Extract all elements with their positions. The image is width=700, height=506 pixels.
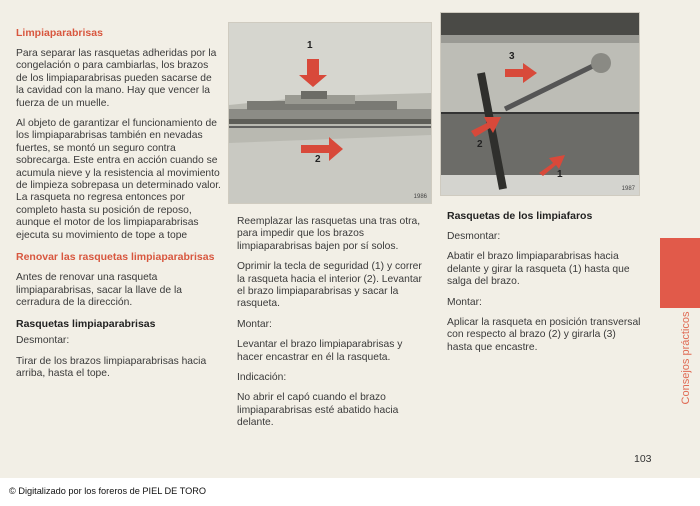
subheading-wiper-blades: Rasquetas limpiaparabrisas (16, 318, 156, 331)
callout-1: 1 (307, 40, 313, 51)
callout-2: 2 (315, 154, 321, 165)
paragraph-apply-blade: Aplicar la rasqueta en posición transversal con respecto al brazo (2) y girarla (3) hasta que encastre. (447, 317, 641, 353)
figure-number: 1986 (413, 194, 427, 200)
section-tab-marker (660, 238, 700, 308)
paragraph-install-blade: Levantar el brazo limpiaparabrisas y hacer encastrar en él la rasqueta. (237, 339, 403, 363)
callout-3: 3 (509, 51, 515, 62)
label-install: Montar: (447, 296, 482, 308)
copyright-text: © Digitalizado por los foreros de PIEL DE TORO (9, 486, 207, 496)
column-right (447, 209, 641, 354)
figure-number: 1987 (621, 186, 635, 192)
paragraph-intro: Para separar las rasquetas adheridas por la congelación o para cambiarlas, los brazos de los limpiaparabrisas pueden sacarse de la cavidad con la mano. Hay que vencer la fuerza de un muelle. (16, 48, 217, 109)
paragraph-press-safety-key: Oprimir la tecla de seguridad (1) y correr la rasqueta hacia el interior (2). Levantar el brazo limpiaparabrisas y sacar la rasqueta. (237, 261, 422, 310)
paragraph-overload: Al objeto de garantizar el funcionamiento de los limpiaparabrisas también en nevadas fuertes, se montó un seguro contra sobrecarga. Este entra en acción cuando se acumula nieve y la resistencia al movimiento de limpieza sobrepasa un determinado valor. La rasqueta no regresa entonces por completo hasta su posición de reposo, aunque el motor de los limpiaparabrisas ejecuta su movimiento de tope a tope (16, 118, 221, 241)
side-section-label: Consejos prácticos (680, 311, 692, 405)
section-heading-wipers: Limpiaparabrisas (16, 27, 103, 39)
label-install: Montar: (237, 318, 272, 330)
column-left (16, 26, 222, 381)
column-middle (237, 216, 431, 430)
wiper-blade-illustration (229, 23, 431, 203)
subheading-headlamp-wipers: Rasquetas de los limpiafaros (447, 210, 593, 222)
paragraph-key: Antes de renovar una rasqueta limpiaparabrisas, sacar la llave de la cerradura de la dirección. (16, 272, 182, 308)
paragraph-hood-note: No abrir el capó cuando el brazo limpiaparabrisas esté abatido hacia delante. (237, 392, 399, 429)
section-heading-renew: Renovar las rasquetas limpiaparabrisas (16, 251, 215, 264)
callout-1: 1 (557, 169, 563, 180)
label-remove: Desmontar: (447, 231, 501, 242)
page-number: 103 (634, 453, 652, 465)
footer-bar (0, 478, 700, 506)
paragraph-replace-one-by-one: Reemplazar las rasquetas una tras otra, para impedir que los brazos limpiaparabrisas bajen por sí solos. (237, 216, 421, 252)
paragraph-fold-arm: Abatir el brazo limpiaparabrisas hacia delante y girar la rasqueta (1) hasta que salga del brazo. (447, 251, 630, 288)
paragraph-pull-arms: Tirar de los brazos limpiaparabrisas hacia arriba, hasta el tope. (16, 355, 207, 380)
label-note: Indicación: (237, 372, 287, 384)
figure-headlamp-wiper (440, 12, 640, 196)
headlamp-wiper-illustration (441, 13, 639, 195)
callout-2: 2 (477, 139, 483, 150)
figure-wiper-blade (228, 22, 432, 204)
label-remove: Desmontar: (16, 335, 70, 347)
